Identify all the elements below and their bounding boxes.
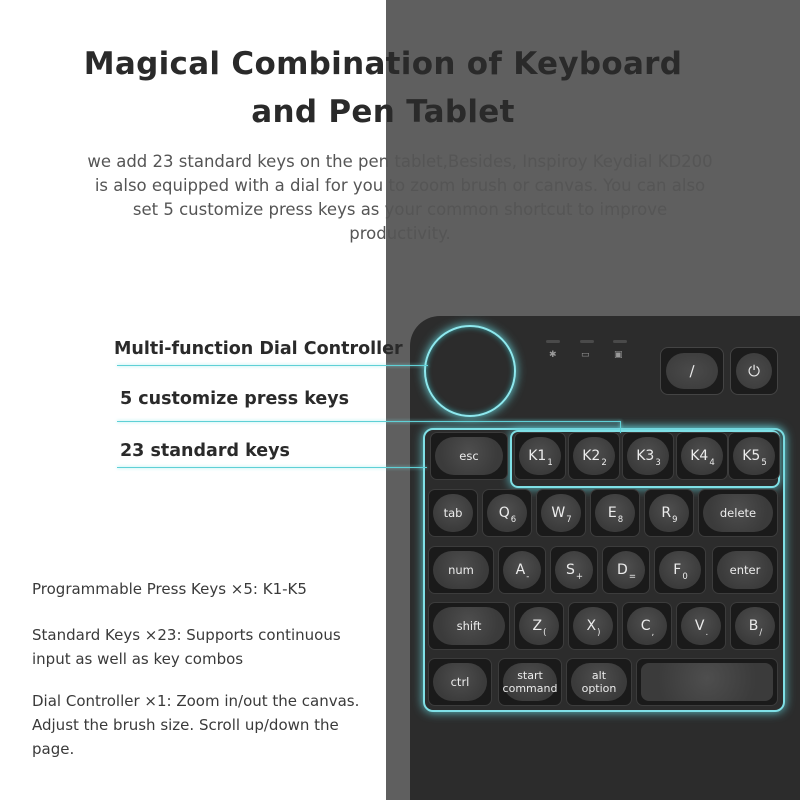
led-indicator-3 <box>613 340 627 343</box>
key-start-command[interactable]: start command <box>498 658 562 706</box>
callout-dial-line <box>117 365 428 366</box>
power-button[interactable] <box>730 347 778 395</box>
bluetooth-icon: ✱ <box>549 350 557 360</box>
key-tab[interactable]: tab <box>428 489 478 537</box>
spec-press-keys: Programmable Press Keys ×5: K1-K5 <box>32 580 307 598</box>
key-num[interactable]: num <box>428 546 494 594</box>
key-w[interactable]: W 7 <box>536 489 586 537</box>
dial-controller[interactable] <box>424 325 516 417</box>
key-c[interactable]: C , <box>622 602 672 650</box>
spec-dial-line-2: Adjust the brush size. Scroll up/down the <box>32 716 339 734</box>
description-line-1: we add 23 standard keys on the pen tablet,Besides, Inspiroy Keydial KD200 <box>87 152 713 171</box>
key-a[interactable]: A - <box>498 546 546 594</box>
key-k5[interactable]: K5 5 <box>728 432 780 480</box>
key-shift[interactable]: shift <box>428 602 510 650</box>
key-e[interactable]: E 8 <box>590 489 640 537</box>
callout-standard-keys-line <box>117 467 427 468</box>
description-line-2: is also equipped with a dial for you to zoom brush or canvas. You can also <box>94 176 706 195</box>
key-q[interactable]: Q 6 <box>482 489 532 537</box>
pen-switch-button[interactable] <box>660 347 724 395</box>
description-line-3: set 5 customize press keys as your common shortcut to improve <box>132 200 668 219</box>
key-r[interactable]: R 9 <box>644 489 694 537</box>
battery-icon: ▭ <box>581 350 590 360</box>
key-enter[interactable]: enter <box>712 546 778 594</box>
key-esc[interactable]: esc <box>430 432 508 480</box>
key-b[interactable]: B / <box>730 602 780 650</box>
power-icon: ⏻ <box>748 362 760 380</box>
heading-line-1: Magical Combination of Keyboard <box>83 46 683 82</box>
key-k4[interactable]: K4 4 <box>676 432 728 480</box>
spec-dial-line-1: Dial Controller ×1: Zoom in/out the canvas. <box>32 692 360 710</box>
key-v[interactable]: V . <box>676 602 726 650</box>
spec-standard-keys-line-2: input as well as key combos <box>32 650 244 668</box>
key-space[interactable] <box>636 658 778 706</box>
heading-line-2: and Pen Tablet <box>251 94 515 130</box>
spec-standard-keys-line-1: Standard Keys ×23: Supports continuous <box>32 626 341 644</box>
key-z[interactable]: Z ( <box>514 602 564 650</box>
screen-icon: ▣ <box>614 350 623 360</box>
key-k2[interactable]: K2 2 <box>568 432 620 480</box>
key-d[interactable]: D = <box>602 546 650 594</box>
pen-switch-icon: ∕ <box>689 362 695 380</box>
description <box>40 150 760 246</box>
callout-dial: Multi-function Dial Controller <box>114 339 403 359</box>
callout-press-keys-drop <box>620 421 621 433</box>
callout-press-keys-line <box>117 421 621 422</box>
key-s[interactable]: S + <box>550 546 598 594</box>
key-delete[interactable]: delete <box>698 489 778 537</box>
led-indicator-1 <box>546 340 560 343</box>
callout-standard-keys: 23 standard keys <box>120 441 290 461</box>
callout-press-keys: 5 customize press keys <box>120 389 350 409</box>
key-x[interactable]: X ) <box>568 602 618 650</box>
key-ctrl[interactable]: ctrl <box>428 658 492 706</box>
led-indicator-2 <box>580 340 594 343</box>
key-k1[interactable]: K1 1 <box>514 432 566 480</box>
key-f[interactable]: F 0 <box>654 546 706 594</box>
description-line-4: productivity. <box>349 224 451 243</box>
spec-dial-line-3: page. <box>32 740 75 758</box>
key-k3[interactable]: K3 3 <box>622 432 674 480</box>
key-alt-option[interactable]: alt option <box>566 658 632 706</box>
